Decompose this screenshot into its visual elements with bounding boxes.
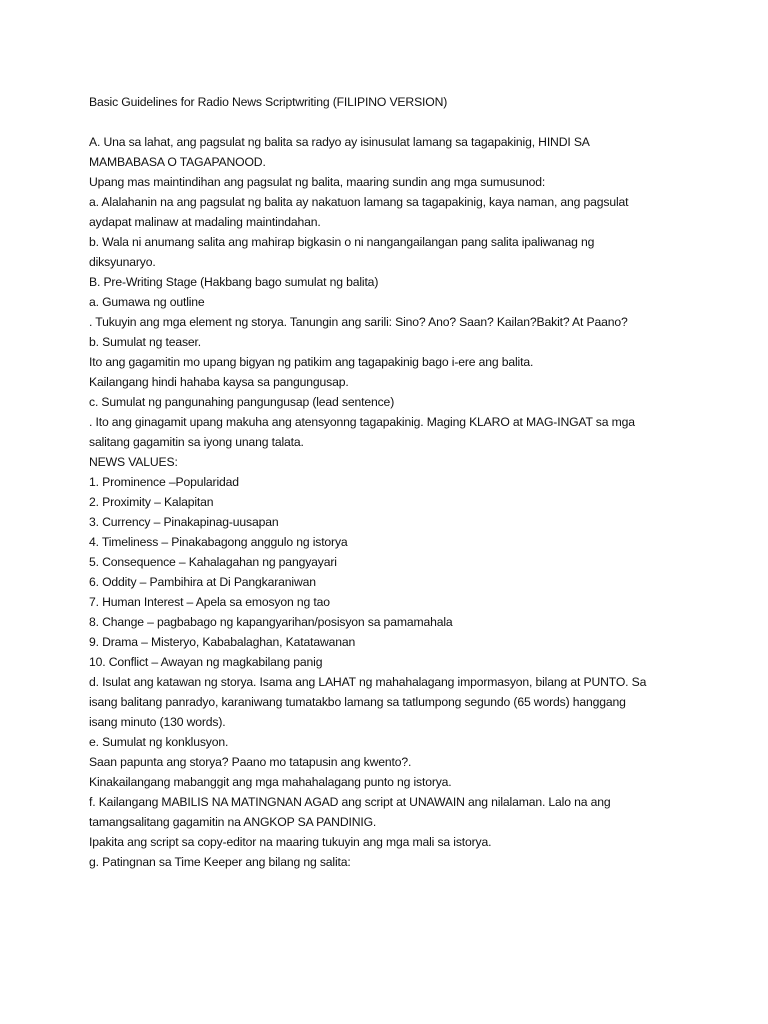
text-line: A. Una sa lahat, ang pagsulat ng balita sa radyo ay isinusulat lamang sa tagapakinig, HINDI SA <box>89 135 590 149</box>
list-item: 5. Consequence – Kahalagahan ng pangyayari <box>89 555 337 569</box>
document-page <box>89 92 749 872</box>
list-item: 10. Conflict – Awayan ng magkabilang panig <box>89 655 323 669</box>
text-line: a. Gumawa ng outline <box>89 295 205 309</box>
list-item: 3. Currency – Pinakapinag-uusapan <box>89 515 279 529</box>
section-heading: NEWS VALUES: <box>89 455 178 469</box>
text-line: Ipakita ang script sa copy-editor na maaring tukuyin ang mga mali sa istorya. <box>89 835 492 849</box>
document-title: Basic Guidelines for Radio News Scriptwriting (FILIPINO VERSION) <box>89 95 448 109</box>
text-line: tamangsalitang gagamitin na ANGKOP SA PANDINIG. <box>89 815 377 829</box>
text-line: aydapat malinaw at madaling maintindahan. <box>89 215 321 229</box>
blank-line <box>89 112 749 132</box>
text-line: Kailangang hindi hahaba kaysa sa pangungusap. <box>89 375 349 389</box>
text-line: Kinakailangang mabanggit ang mga mahahalagang punto ng istorya. <box>89 775 452 789</box>
text-line: g. Patingnan sa Time Keeper ang bilang ng salita: <box>89 855 351 869</box>
text-line: c. Sumulat ng pangunahing pangungusap (lead sentence) <box>89 395 395 409</box>
text-line: isang balitang panradyo, karaniwang tumatakbo lamang sa tatlumpong segundo (65 words) hanggang <box>89 695 626 709</box>
list-item: 1. Prominence –Popularidad <box>89 475 239 489</box>
text-line: Ito ang gagamitin mo upang bigyan ng patikim ang tagapakinig bago i-ere ang balita. <box>89 355 534 369</box>
text-line: diksyunaryo. <box>89 255 156 269</box>
text-line: isang minuto (130 words). <box>89 715 226 729</box>
text-line: MAMBABASA O TAGAPANOOD. <box>89 155 266 169</box>
list-item: 8. Change – pagbabago ng kapangyarihan/posisyon sa pamamahala <box>89 615 453 629</box>
list-item: 2. Proximity – Kalapitan <box>89 495 214 509</box>
text-line: b. Sumulat ng teaser. <box>89 335 202 349</box>
text-line: Upang mas maintindihan ang pagsulat ng balita, maaring sundin ang mga sumusunod: <box>89 175 546 189</box>
list-item: 7. Human Interest – Apela sa emosyon ng tao <box>89 595 330 609</box>
text-line: . Tukuyin ang mga element ng storya. Tanungin ang sarili: Sino? Ano? Saan? Kailan?Bakit? At Paano? <box>89 315 628 329</box>
text-line: b. Wala ni anumang salita ang mahirap bigkasin o ni nangangailangan pang salita ipaliwanag ng <box>89 235 595 249</box>
text-line: f. Kailangang MABILIS NA MATINGNAN AGAD ang script at UNAWAIN ang nilalaman. Lalo na ang <box>89 795 611 809</box>
text-line: salitang gagamitin sa iyong unang talata. <box>89 435 304 449</box>
text-line: . Ito ang ginagamit upang makuha ang atensyonng tagapakinig. Maging KLARO at MAG-INGAT sa mga <box>89 415 635 429</box>
text-line: e. Sumulat ng konklusyon. <box>89 735 229 749</box>
text-line: a. Alalahanin na ang pagsulat ng balita ay nakatuon lamang sa tagapakinig, kaya naman, ang pagsulat <box>89 195 629 209</box>
text-line: Saan papunta ang storya? Paano mo tatapusin ang kwento?. <box>89 755 412 769</box>
list-item: 6. Oddity – Pambihira at Di Pangkaraniwan <box>89 575 316 589</box>
list-item: 4. Timeliness – Pinakabagong anggulo ng istorya <box>89 535 348 549</box>
text-line: d. Isulat ang katawan ng storya. Isama ang LAHAT ng mahahalagang impormasyon, bilang at PUNTO. Sa <box>89 675 647 689</box>
section-heading: B. Pre-Writing Stage (Hakbang bago sumulat ng balita) <box>89 275 379 289</box>
list-item: 9. Drama – Misteryo, Kababalaghan, Katatawanan <box>89 635 356 649</box>
